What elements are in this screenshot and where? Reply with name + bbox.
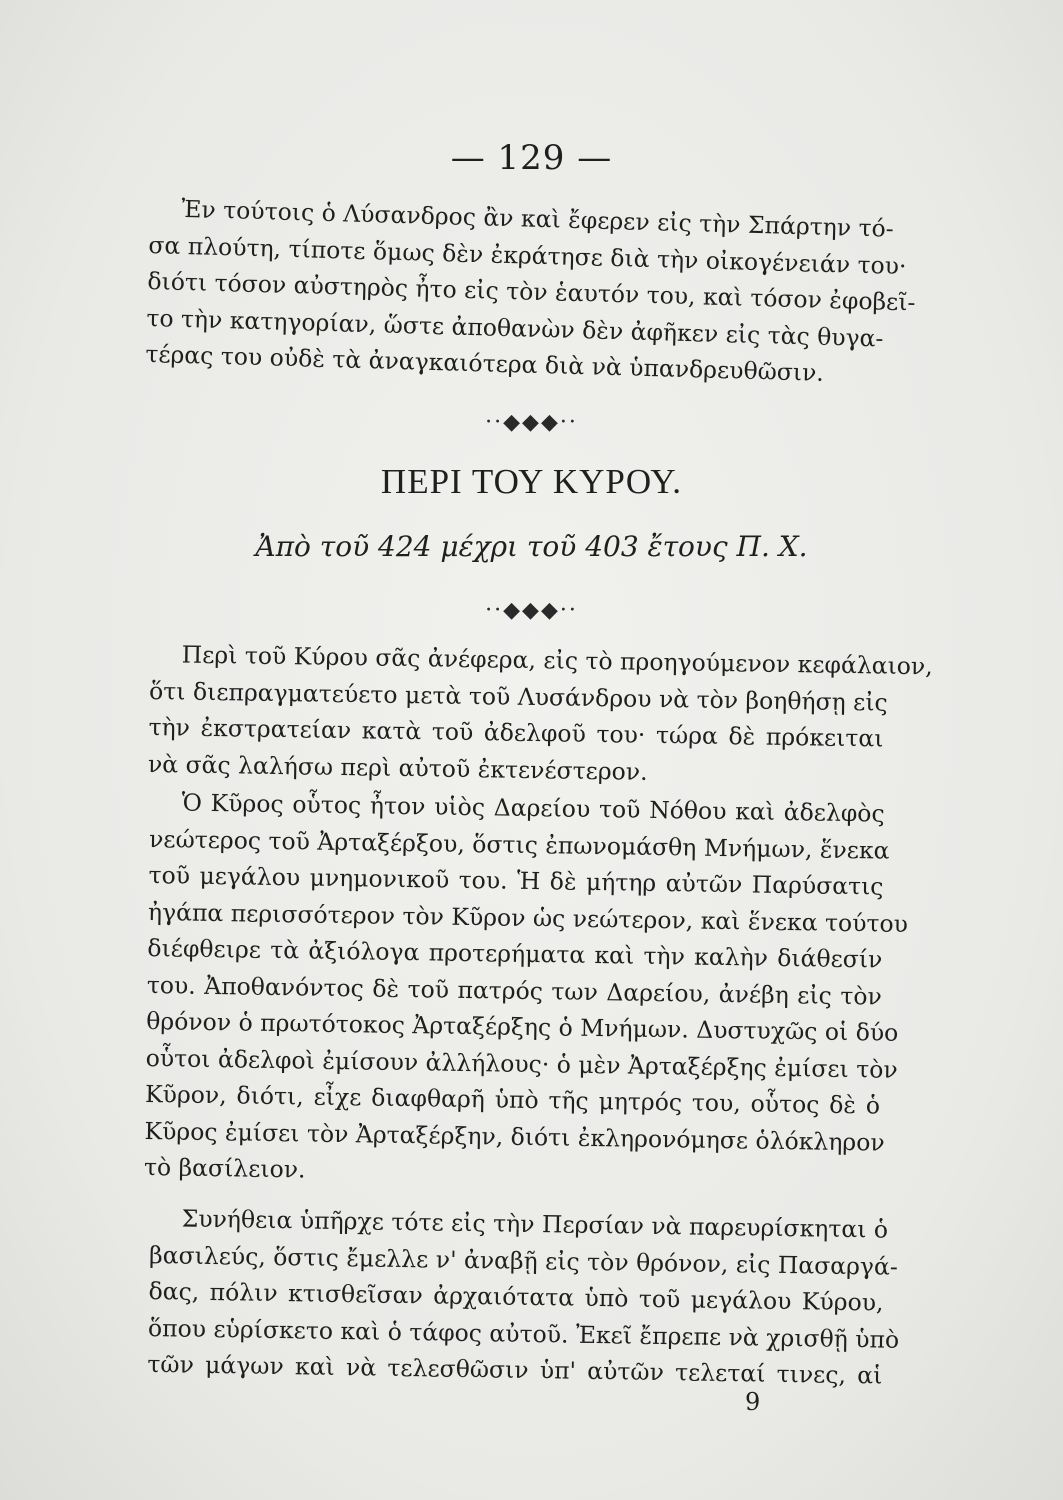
text-line: τέρας του οὐδὲ τὰ ἀναγκαιότερα διὰ νὰ ὑπανδρευθῶσιν. [145,339,825,387]
text-line: του. Ἀποθανόντος δὲ τοῦ πατρός των Δαρείου, ἀνέβη εἰς τὸν [146,970,882,1011]
ornament-divider-top: ··◆◆◆·· [485,410,578,435]
paragraph-lysander [145,190,916,393]
text-line: τὸ βασίλειον. [143,1152,306,1184]
text-line: δας, πόλιν κτισθεῖσαν ἀρχαιότατα ὑπὸ τοῦ μεγάλου Κύρου, [148,1276,884,1317]
text-line: τὴν ἐκστρατείαν κατὰ τοῦ ἀδελφοῦ του· τώρα δὲ πρόκειται [148,712,884,753]
text-line: νὰ σᾶς λαλήσω περὶ αὐτοῦ ἐκτενέστερον. [147,749,648,786]
text-line: οὗτοι ἀδελφοὶ ἐμίσουν ἀλλήλους· ὁ μὲν Ἀρταξέρξης ἐμίσει τὸν [145,1043,898,1084]
text-line: Ἐν τούτοις ὁ Λύσανδρος ἂν καὶ ἔφερεν εἰς τὴν Σπάρτην τό- [181,194,895,243]
text-line: ὅπου εὑρίσκετο καὶ ὁ τάφος αὐτοῦ. Ἐκεῖ ἔπρεπε νὰ χρισθῇ ὑπὸ [147,1313,900,1354]
text-line: Συνήθεια ὑπῆρχε τότε εἰς τὴν Περσίαν νὰ παρευρίσκηται ὁ [181,1204,889,1244]
section-title: ΠΕΡΙ ΤΟΥ ΚΥΡΟΥ. [380,462,683,501]
text-line: Ὁ Κῦρος οὗτος ἦτον υἱὸς Δαρείου τοῦ Νόθου καὶ ἀδελφὸς [181,788,885,828]
text-line: Κῦρος ἐμίσει τὸν Ἀρταξέρξην, διότι ἐκληρονόμησε ὁλόκληρον [144,1116,885,1157]
text-line: Περὶ τοῦ Κύρου σᾶς ἀνέφερα, εἰς τὸ προηγούμενον κεφάλαιον, [181,640,933,681]
text-line: θρόνον ὁ πρωτότοκος Ἀρταξέρξης ὁ Μνήμων. Δυστυχῶς οἱ δύο [146,1006,899,1047]
paragraph-cyrus-family [143,784,909,1197]
text-line: ὅτι διεπραγματεύετο μετὰ τοῦ Λυσάνδρου νὰ τὸν βοηθήσῃ εἰς [148,676,888,717]
text-line: διέφθειρε τὰ ἀξιόλογα προτερήματα καὶ τὴν καλὴν διάθεσίν [147,933,883,974]
signature-mark: 9 [745,1388,761,1416]
paragraph-persian-custom [147,1200,900,1394]
text-line: νεώτερος τοῦ Ἀρταξέρξου, ὅστις ἐπωνομάσθη Μνήμων, ἕνεκα [148,824,890,865]
text-line: τῶν μάγων καὶ νὰ τελεσθῶσιν ὑπ' αὐτῶν τελεταί τινες, αἱ [147,1349,883,1390]
text-line: Κῦρον, διότι, εἶχε διαφθαρῆ ὑπὸ τῆς μητρός του, οὗτος δὲ ὁ [144,1079,881,1120]
ornament-divider-bottom: ··◆◆◆·· [485,598,578,623]
text-line: τοῦ μεγάλου μνημονικοῦ του. Ἡ δὲ μήτηρ αὐτῶν Παρύσατις [148,860,884,901]
paragraph-cyrus-intro [147,636,933,794]
text-line: σα πλούτη, τίποτε ὅμως δὲν ἐκράτησε διὰ τὴν οἰκογένειάν του· [148,230,907,280]
text-line: το τὴν κατηγορίαν, ὥστε ἀποθανὼν δὲν ἀφῆκεν εἰς τὰς θυγα- [146,303,884,353]
page-number-header: — 129 — [450,138,613,178]
text-line: βασιλεύς, ὅστις ἔμελλε ν' ἀναβῇ εἰς τὸν θρόνον, εἰς Πασαργά- [148,1240,899,1281]
text-line: ἠγάπα περισσότερον τὸν Κῦρον ὡς νεώτερον, καὶ ἕνεκα τούτου [147,897,909,938]
section-dates: Ἀπὸ τοῦ 424 μέχρι τοῦ 403 ἔτους Π. Χ. [255,530,808,563]
text-line: διότι τόσον αὐστηρὸς ἦτο εἰς τὸν ἑαυτόν του, καὶ τόσον ἐφοβεῖ- [147,266,916,317]
